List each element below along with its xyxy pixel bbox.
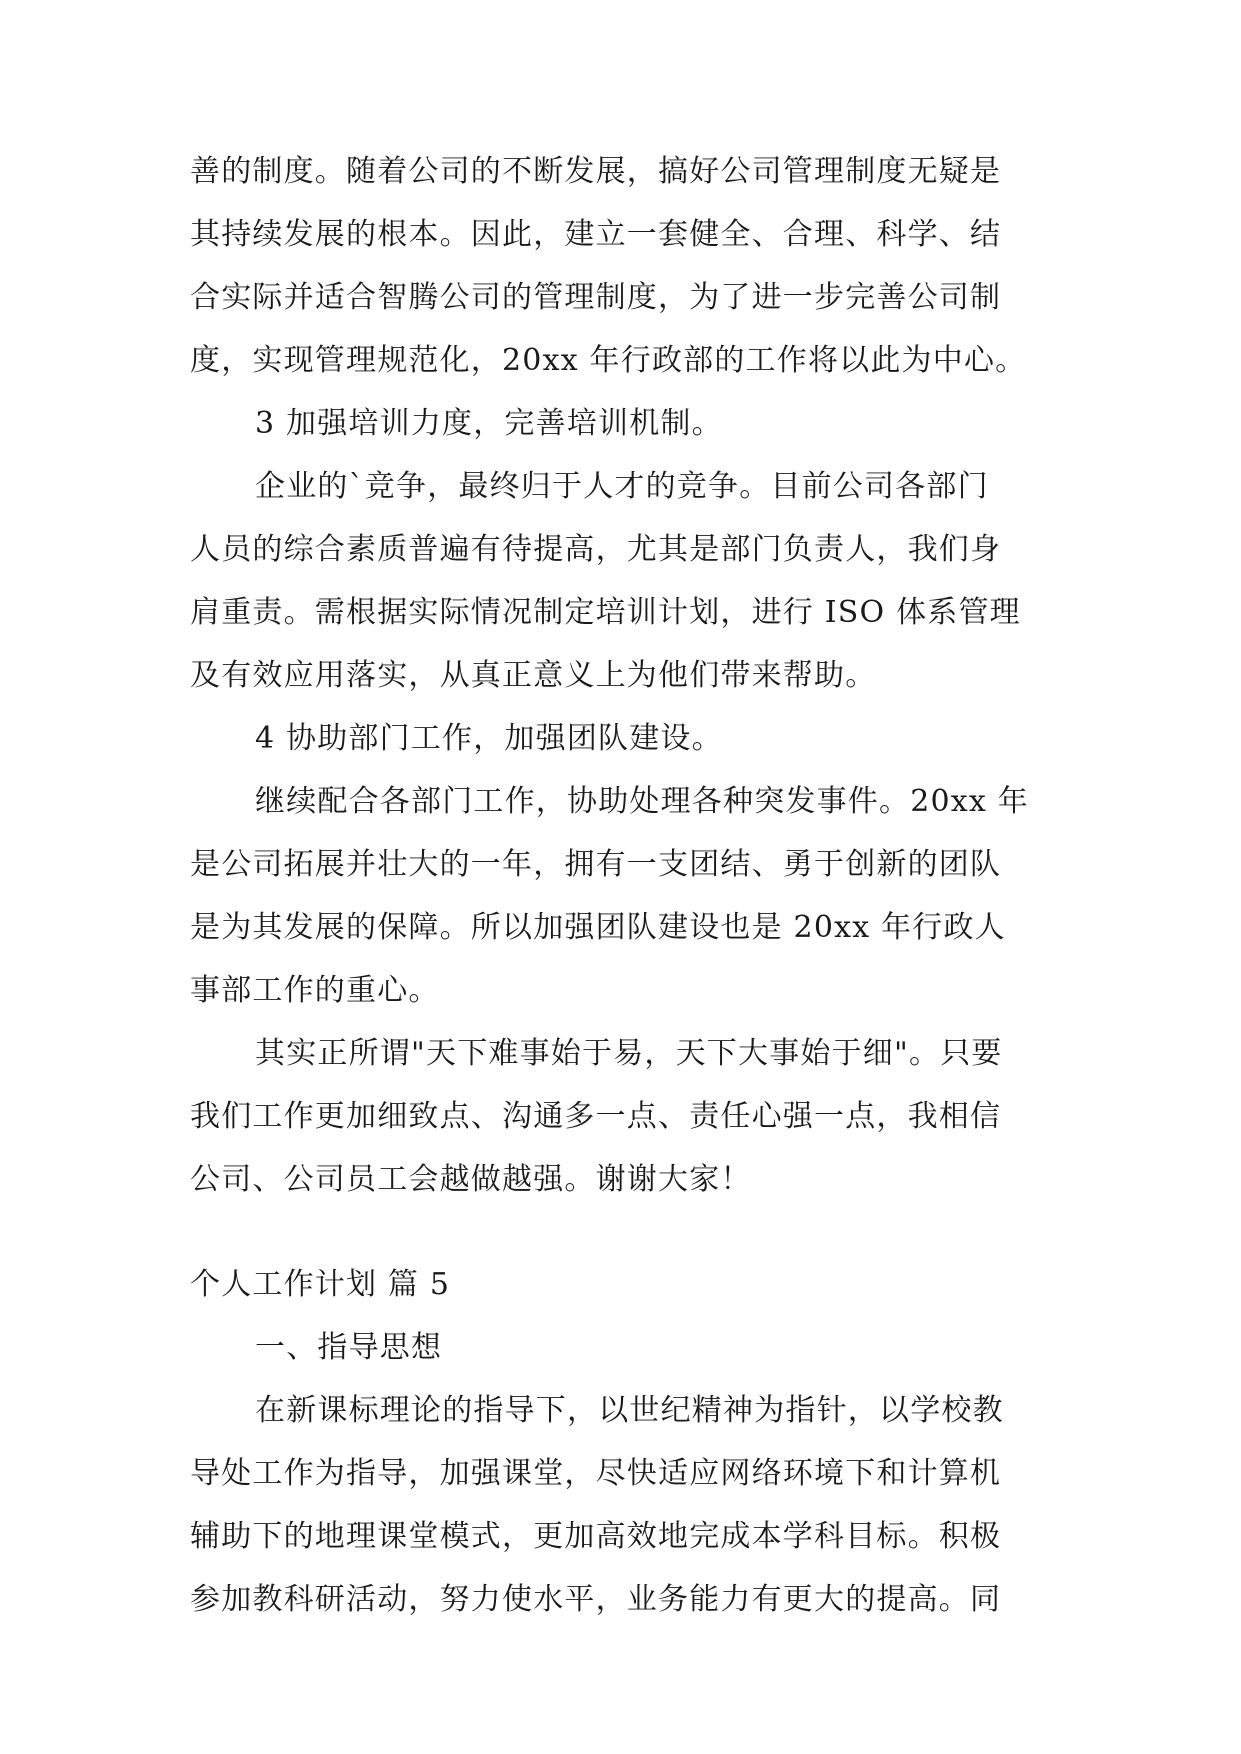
- text-line: 在新课标理论的指导下，以世纪精神为指针，以学校教: [255, 1393, 1004, 1428]
- text-line: 公司、公司员工会越做越强。谢谢大家！: [190, 1162, 752, 1197]
- text-line: 事部工作的重心。: [190, 973, 440, 1008]
- text-line: 善的制度。随着公司的不断发展，搞好公司管理制度无疑是: [190, 154, 1002, 189]
- text-line: 其持续发展的根本。因此，建立一套健全、合理、科学、结: [190, 217, 1002, 252]
- text-line: 企业的`竞争，最终归于人才的竞争。目前公司各部门: [255, 469, 989, 504]
- section-heading: 一、指导思想: [255, 1330, 443, 1365]
- section-heading: 3 加强培训力度，完善培训机制。: [255, 406, 723, 441]
- text-line: 我们工作更加细致点、沟通多一点、责任心强一点，我相信: [190, 1099, 1002, 1134]
- text-line: 肩重责。需根据实际情况制定培训计划，进行 ISO 体系管理: [190, 595, 1021, 630]
- text-line: 参加教科研活动，努力使水平，业务能力有更大的提高。同: [190, 1582, 1002, 1617]
- text-line: 是为其发展的保障。所以加强团队建设也是 20xx 年行政人: [190, 910, 1006, 945]
- text-line: 其实正所谓"天下难事始于易，天下大事始于细"。只要: [255, 1036, 1003, 1071]
- text-line: 及有效应用落实，从真正意义上为他们带来帮助。: [190, 658, 877, 693]
- text-line: 人员的综合素质普遍有待提高，尤其是部门负责人，我们身: [190, 532, 1002, 567]
- section-heading: 4 协助部门工作，加强团队建设。: [255, 721, 723, 756]
- plan-title: 个人工作计划 篇 5: [190, 1267, 451, 1302]
- text-line: 导处工作为指导，加强课堂，尽快适应网络环境下和计算机: [190, 1456, 1002, 1491]
- text-line: 辅助下的地理课堂模式，更加高效地完成本学科目标。积极: [190, 1519, 1002, 1554]
- text-line: 是公司拓展并壮大的一年，拥有一支团结、勇于创新的团队: [190, 847, 1002, 882]
- text-line: 度，实现管理规范化，20xx 年行政部的工作将以此为中心。: [190, 343, 1027, 378]
- text-line: 合实际并适合智腾公司的管理制度，为了进一步完善公司制: [190, 280, 1002, 315]
- text-line: 继续配合各部门工作，协助处理各种突发事件。20xx 年: [255, 784, 1029, 819]
